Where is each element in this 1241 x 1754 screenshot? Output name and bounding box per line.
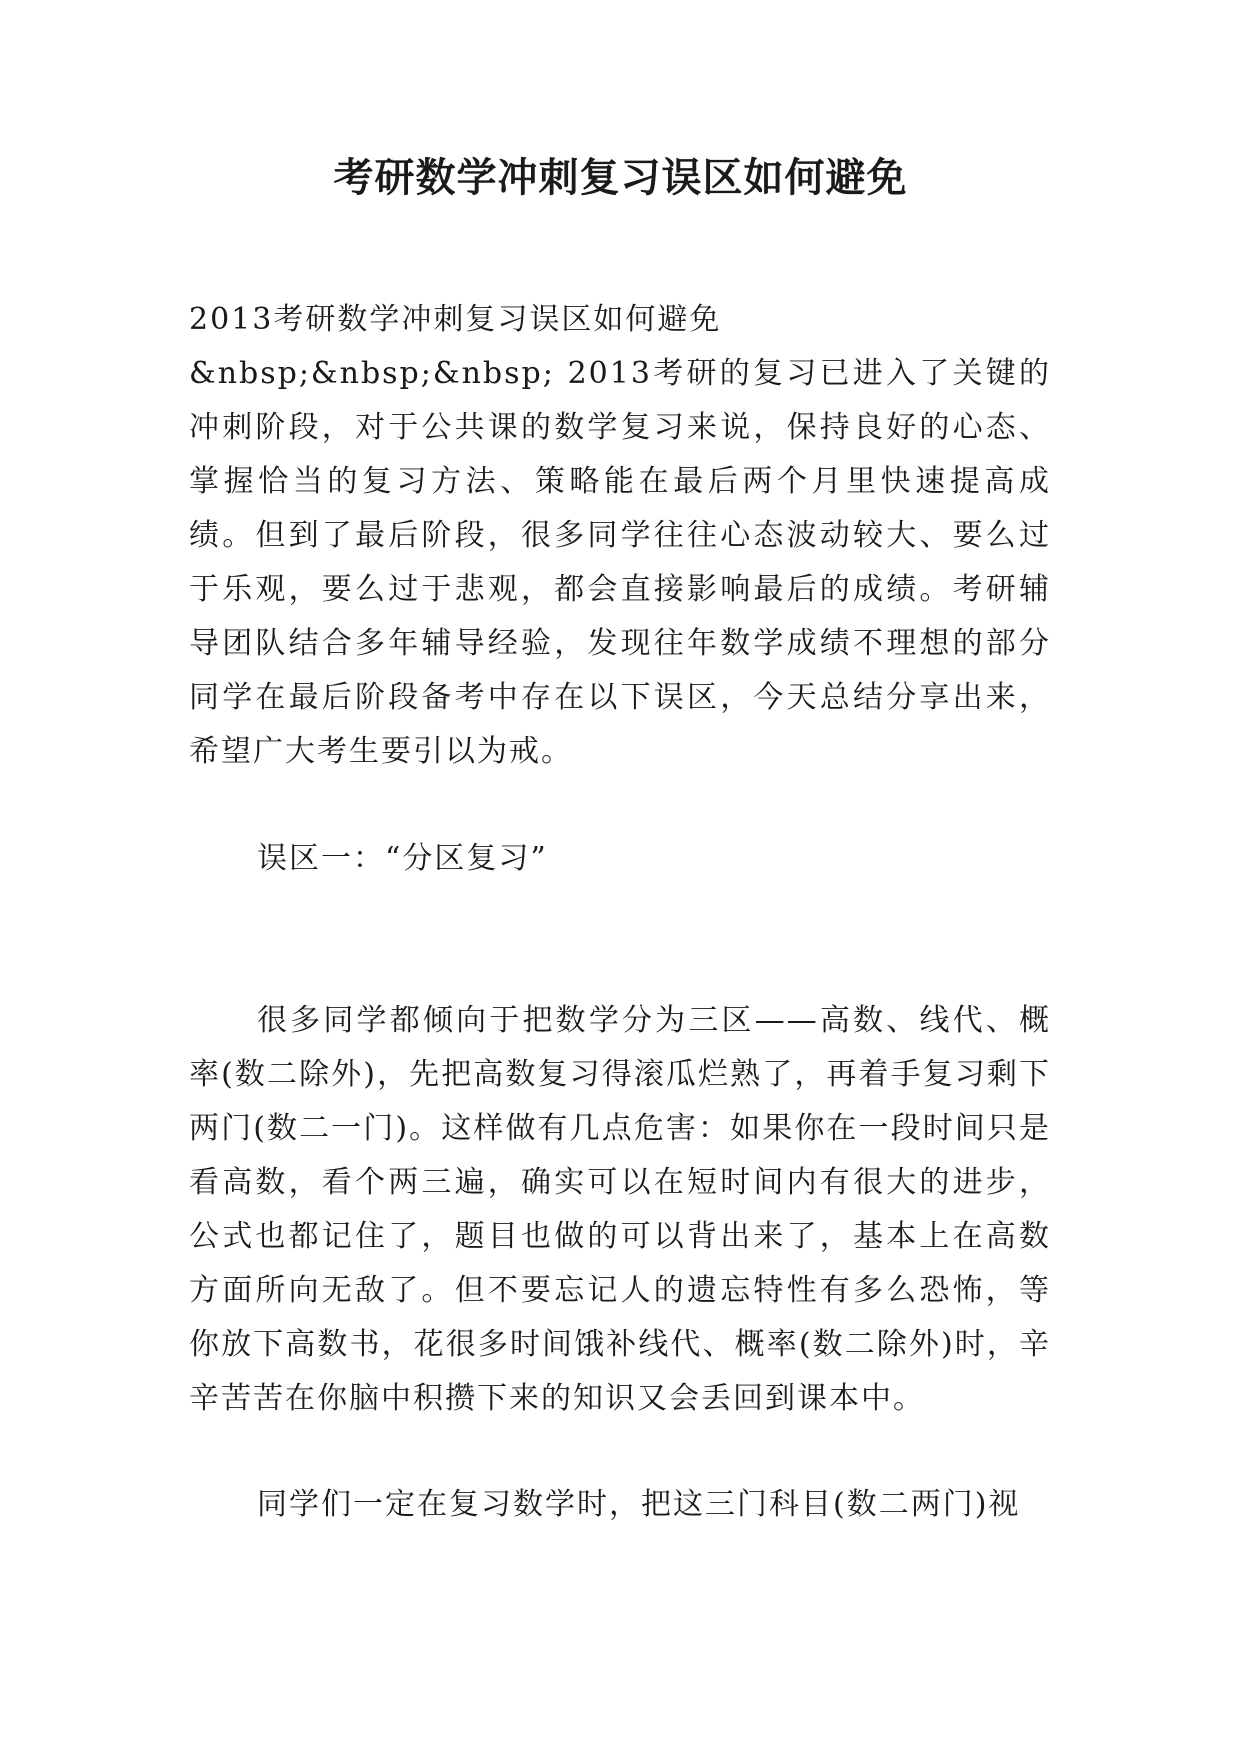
intro-paragraph: &nbsp;&nbsp;&nbsp; 2013考研的复习已进入了关键的冲刺阶段，对于公共课的数学复习来说，保持良好的心态、掌握恰当的复习方法、策略能在最后两个月里快速提高成绩。但到了最后阶段，很多同学往往心态波动较大、要么过于乐观，要么过于悲观，都会直接影响最后的成绩。考研辅导团队结合多年辅导经验，发现往年数学成绩不理想的部分同学在最后阶段备考中存在以下误区，今天总结分享出来，希望广大考生要引以为戒。: [189, 356, 1051, 769]
section-heading-myth-1: 误区一：“分区复习”: [257, 841, 548, 876]
document-title: 考研数学冲刺复习误区如何避免: [333, 155, 908, 201]
body-paragraph-1: 很多同学都倾向于把数学分为三区——高数、线代、概率(数二除外)，先把高数复习得滚瓜烂熟了，再着手复习剩下两门(数二一门)。这样做有几点危害：如果你在一段时间只是看高数，看个两三遍，确实可以在短时间内有很大的进步，公式也都记住了，题目也做的可以背出来了，基本上在高数方面所向无敌了。但不要忘记人的遗忘特性有多么恐怖，等你放下高数书，花很多时间饿补线代、概率(数二除外)时，辛辛苦苦在你脑中积攒下来的知识又会丢回到课本中。: [189, 1003, 1051, 1416]
body-paragraph-2: 同学们一定在复习数学时，把这三门科目(数二两门)视: [257, 1487, 1021, 1522]
subtitle-paragraph: 2013考研数学冲刺复习误区如何避免: [189, 302, 722, 337]
